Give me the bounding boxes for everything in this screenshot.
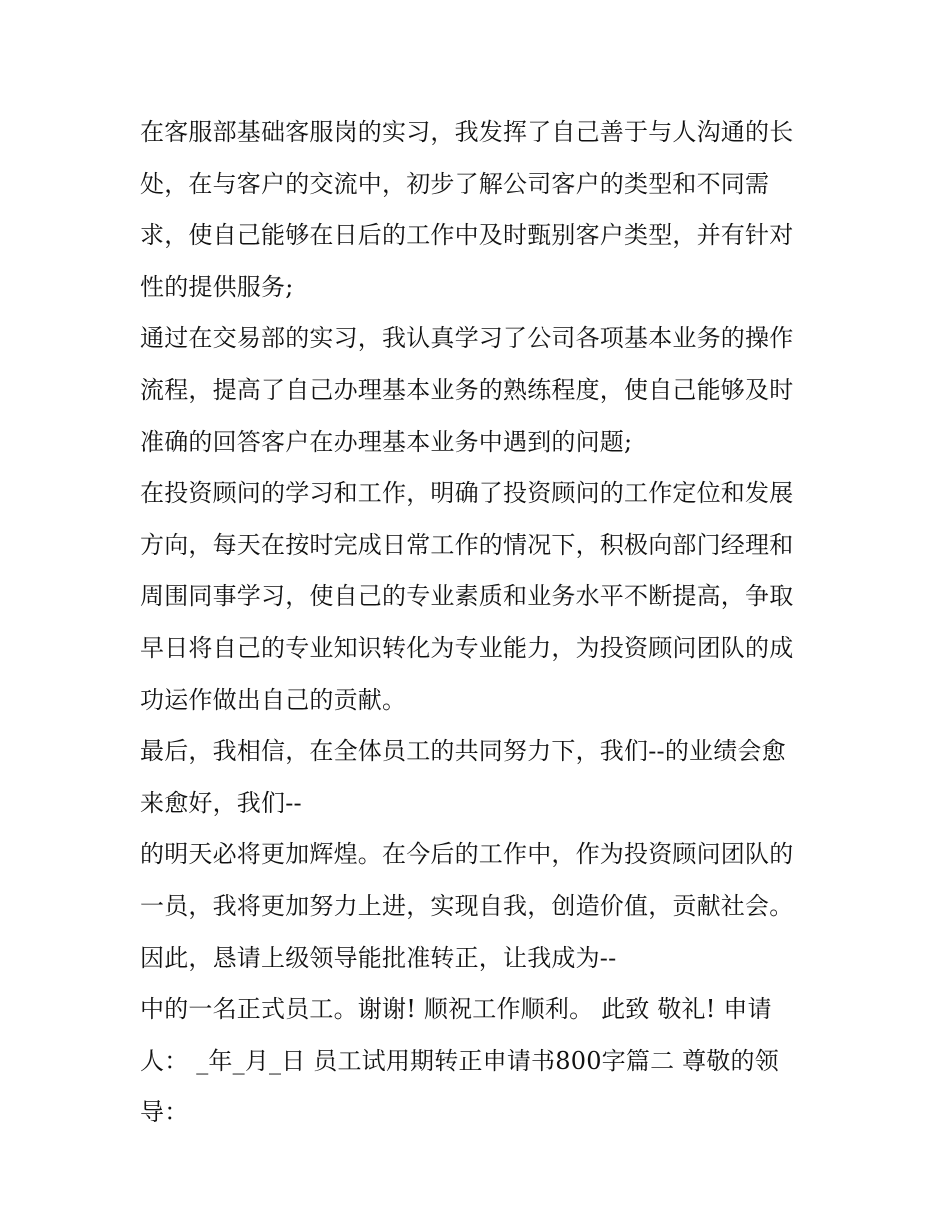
text-line: 处，在与客户的交流中，初步了解公司客户的类型和不同需 bbox=[140, 169, 770, 198]
text-line: 的明天必将更加辉煌。在今后的工作中，作为投资顾问团队的 bbox=[140, 840, 794, 869]
text-line: 周围同事学习，使自己的专业素质和业务水平不断提高，争取 bbox=[140, 582, 794, 611]
text-line: 早日将自己的专业知识转化为专业能力，为投资顾问团队的成 bbox=[140, 633, 794, 662]
text-line: 中的一名正式员工。谢谢! 顺祝工作顺利。 此致 敬礼! 申请 bbox=[140, 995, 772, 1024]
text-line: 一员，我将更加努力上进，实现自我，创造价值，贡献社会。 bbox=[140, 891, 794, 920]
text-line: 导： bbox=[140, 1098, 189, 1127]
text-line: 方向，每天在按时完成日常工作的情况下，积极向部门经理和 bbox=[140, 530, 794, 559]
text-line: 来愈好，我们-- bbox=[140, 788, 302, 817]
text-line: 准确的回答客户在办理基本业务中遇到的问题; bbox=[140, 427, 633, 456]
text-line: 通过在交易部的实习，我认真学习了公司各项基本业务的操作 bbox=[140, 324, 794, 353]
text-line: 最后，我相信，在全体员工的共同努力下，我们--的业绩会愈 bbox=[140, 737, 786, 766]
text-line: 在投资顾问的学习和工作，明确了投资顾问的工作定位和发展 bbox=[140, 479, 794, 508]
text-line: 人： _年_月_日 员工试用期转正申请书800字篇二 尊敬的领 bbox=[140, 1046, 779, 1075]
document-body bbox=[140, 107, 830, 1139]
text-line: 因此，恳请上级领导能批准转正，让我成为-- bbox=[140, 943, 617, 972]
text-line: 功运作做出自己的贡献。 bbox=[140, 685, 407, 714]
text-line: 求，使自己能够在日后的工作中及时甄别客户类型，并有针对 bbox=[140, 221, 794, 250]
text-line: 在客服部基础客服岗的实习，我发挥了自己善于与人沟通的长 bbox=[140, 118, 794, 146]
text-line: 流程，提高了自己办理基本业务的熟练程度，使自己能够及时 bbox=[140, 375, 794, 404]
text-line: 性的提供服务; bbox=[140, 272, 294, 301]
